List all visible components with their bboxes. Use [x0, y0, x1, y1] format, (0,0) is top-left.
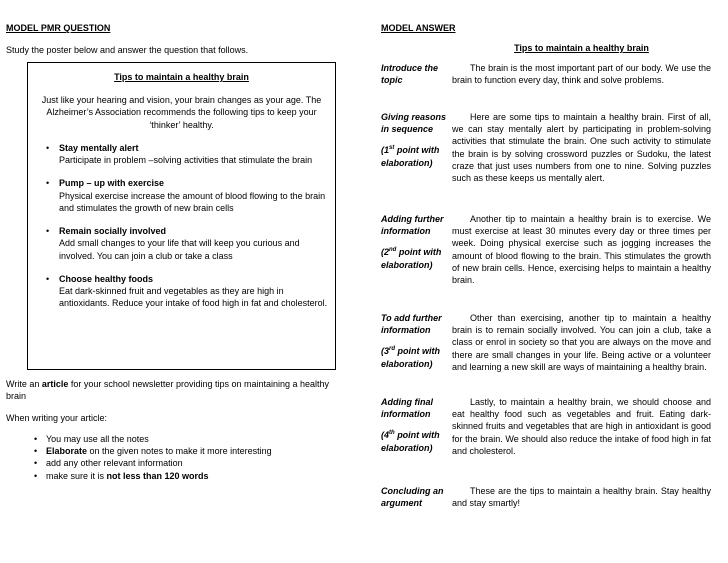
bullet-icon: •	[34, 470, 38, 481]
list-item	[6, 470, 336, 482]
answer-section	[381, 213, 711, 286]
list-item	[6, 433, 336, 445]
section-text: Here are some tips to maintain a healthy brain. First of all, we can stay mentally alert by participating in problem-solving activities that stimulate the brain. One such activity to stimulate the brain is by solving crossword puzzles or Sudoku, the latest craze that just uses numbers from one to nine. Solving puzzles such as these keeps us mentally alert.	[452, 112, 711, 184]
task-when: When writing your article:	[6, 413, 108, 423]
answer-section	[381, 111, 711, 184]
tip-text: Participate in problem –solving activities that stimulate the brain	[59, 155, 313, 166]
tip-text: Eat dark-skinned fruit and vegetables as they are high in antioxidants. Reduce your intake of food high in fat and cholesterol.	[59, 286, 328, 309]
section-label	[381, 312, 452, 373]
poster-tip	[28, 273, 335, 310]
bullet-icon: •	[34, 446, 38, 457]
item-text: on the given notes to make it more interesting	[87, 446, 272, 457]
task-list	[6, 433, 336, 482]
section-label	[381, 213, 452, 286]
item-bold: Elaborate	[46, 446, 88, 457]
tip-title: Pump – up with exercise	[59, 178, 165, 189]
section-label-text: Adding final information	[381, 397, 433, 420]
section-label	[381, 111, 452, 184]
poster-tip	[28, 142, 335, 166]
sublabel-text: point with elaboration)	[381, 145, 440, 168]
section-text: Lastly, to maintain a healthy brain, we should choose and eat healthy food such as vegetables and fruit. Eating dark-skinned fruits and vegetables that are high in antioxidant is good for the brain. We should also reduce the intake of food high in fat and cholesterol.	[452, 397, 711, 456]
sublabel-text: point with elaboration)	[381, 346, 441, 369]
section-label	[381, 485, 452, 509]
answer-section	[381, 312, 711, 373]
tip-text: Add small changes to your life that will keep you curious and involved. You can join a club or take a class	[59, 238, 300, 261]
section-label-text: Introduce the topic	[381, 63, 439, 86]
tip-title: Stay mentally alert	[59, 142, 139, 153]
tip-text: Physical exercise increase the amount of blood flowing to the brain and stimulates the growth of new brain cells	[59, 190, 326, 213]
list-item	[6, 445, 336, 457]
section-sublabel	[381, 246, 452, 270]
section-label	[381, 396, 452, 457]
sublabel-text: (3	[381, 346, 390, 357]
section-label-text: To add further information	[381, 313, 442, 336]
sublabel-sup: st	[389, 145, 395, 152]
section-text: Other than exercising, another tip to maintain a healthy brain is to remain socially involved. You can join a club, take a class or enrol in society so that you are always on the move and there are small changes in your life. Being active or a volunteer and learning a new skill are ways of maintaining a healthy brain.	[452, 313, 711, 372]
section-text: The brain is the most important part of our body. We use the brain to function every day, think and solve problems.	[452, 63, 711, 86]
task-prompt-text: for your school newsletter providing tips on maintaining a healthy brain	[6, 379, 330, 402]
item-bold: not less than 120 words	[106, 470, 209, 481]
section-label	[381, 62, 452, 86]
bullet-icon: •	[34, 434, 38, 444]
sublabel-sup: rd	[389, 346, 396, 353]
answer-title: Tips to maintain a healthy brain	[514, 43, 649, 53]
sublabel-text: point with elaboration)	[381, 430, 440, 453]
sublabel-text: point with elaboration)	[381, 247, 442, 270]
question-header: MODEL PMR QUESTION	[6, 23, 111, 33]
bullet-icon: •	[46, 273, 50, 284]
section-label-text: Adding further information	[381, 214, 444, 237]
section-text: Another tip to maintain a healthy brain is to exercise. We must exercise at least 30 minutes every day or three times per week. Doing physical exercise such as jogging increases the amount of blood flowing to the brain. This stimulates the growth of new brain cells. Hence, exercising helps to maintain a healthy brain.	[452, 214, 711, 286]
task-prompt	[6, 378, 336, 402]
poster-tip	[28, 177, 335, 214]
poster-tip	[28, 225, 335, 262]
sublabel-text: (2	[381, 247, 390, 258]
answer-section	[381, 485, 711, 509]
task-prompt-bold: article	[41, 379, 69, 389]
section-label-text: Giving reasons in sequence	[381, 112, 447, 135]
tip-title: Choose healthy foods	[59, 273, 154, 284]
sublabel-text: (4	[381, 430, 390, 441]
instruction-text: Study the poster below and answer the question that follows.	[6, 45, 249, 55]
section-sublabel	[381, 429, 452, 453]
answer-header: MODEL ANSWER	[381, 23, 456, 33]
poster-title: Tips to maintain a healthy brain	[114, 72, 249, 82]
section-text: These are the tips to maintain a healthy brain. Stay healthy and stay smartly!	[452, 486, 711, 509]
bullet-icon: •	[46, 142, 50, 153]
sublabel-sup: nd	[389, 247, 397, 254]
list-item	[6, 457, 336, 469]
poster-intro: Just like your hearing and vision, your brain changes as your age. The Alzheimer’s Association recommends the following tips to keep your ‘thinker’ healthy.	[41, 95, 322, 130]
section-sublabel	[381, 144, 452, 168]
section-label-text: Concluding an argument	[381, 486, 444, 509]
item-text: add any other relevant information	[46, 458, 183, 469]
poster	[27, 62, 336, 370]
bullet-icon: •	[46, 178, 50, 189]
task-prompt-text: Write an	[6, 379, 42, 389]
sublabel-text: (1	[381, 145, 390, 156]
answer-section	[381, 396, 711, 457]
bullet-icon: •	[46, 226, 50, 237]
section-sublabel	[381, 345, 452, 369]
answer-section	[381, 62, 711, 86]
item-text: make sure it is	[46, 470, 107, 481]
sublabel-sup: th	[389, 430, 395, 437]
bullet-icon: •	[34, 458, 38, 469]
item-text: You may use all the notes	[46, 434, 149, 444]
tip-title: Remain socially involved	[59, 226, 167, 237]
